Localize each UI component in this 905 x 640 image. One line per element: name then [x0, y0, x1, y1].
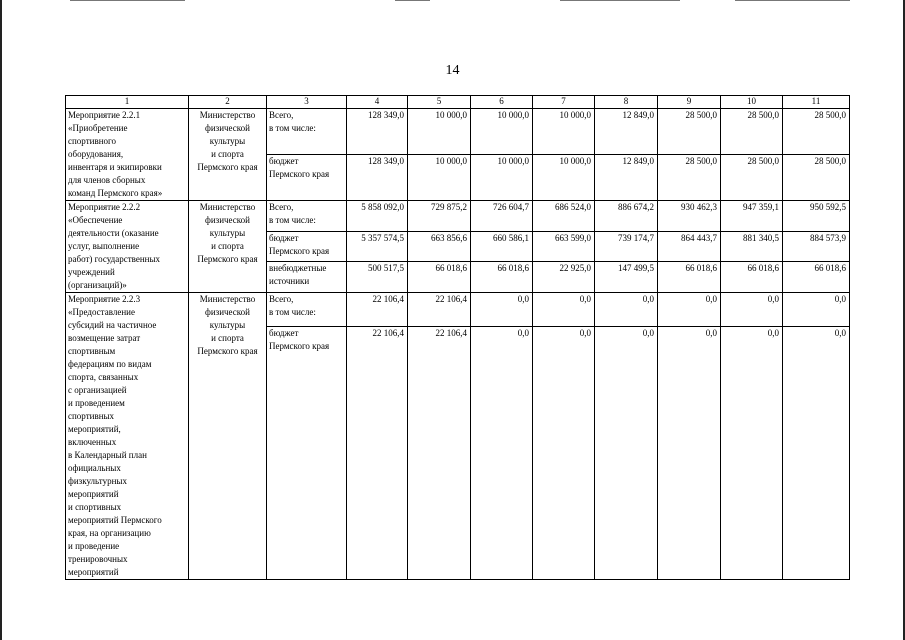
amount-cell: 66 018,6 — [721, 262, 783, 293]
funding-source-line: в том числе: — [269, 307, 316, 317]
measure-name-line: оборудования, — [68, 149, 124, 159]
measure-name-line: с организацией — [68, 385, 127, 395]
header-cell: 8 — [595, 96, 658, 109]
funding-source-line: Пермского края — [269, 245, 330, 256]
amount-cell: 12 849,0 — [595, 155, 658, 201]
measure-name-line: в Календарный план — [68, 450, 147, 460]
executor-cell — [189, 293, 267, 580]
amount-cell: 726 604,7 — [471, 201, 533, 232]
amount-cell: 28 500,0 — [721, 109, 783, 155]
funding-source-line: источники — [269, 276, 310, 287]
amount-cell: 0,0 — [721, 293, 783, 327]
amount-cell: 0,0 — [658, 327, 721, 580]
amount-cell: 28 500,0 — [658, 155, 721, 201]
measure-name-cell — [66, 201, 189, 293]
header-cell: 3 — [267, 96, 347, 109]
amount-cell: 28 500,0 — [783, 109, 850, 155]
funding-source-line: Пермского края — [269, 341, 330, 351]
header-cell: 2 — [189, 96, 267, 109]
measure-name-line: команд Пермского края» — [68, 188, 163, 198]
header-row — [66, 96, 850, 109]
table-row — [66, 293, 850, 327]
measure-name-line: учреждений — [68, 267, 115, 277]
table-row — [66, 109, 850, 155]
measure-name-line: инвентаря и экипировки — [68, 162, 162, 172]
amount-cell: 950 592,5 — [783, 201, 850, 232]
amount-cell: 881 340,5 — [721, 231, 783, 262]
measure-name-line: Мероприятие 2.2.3 — [68, 294, 141, 304]
amount-cell: 22 925,0 — [533, 262, 595, 293]
measure-name-line: спортивным — [68, 346, 116, 356]
funding-source-cell — [267, 262, 347, 293]
measure-name-line: субсидий на частичное — [68, 320, 157, 330]
measure-name-line: возмещение затрат — [68, 333, 141, 343]
amount-cell: 10 000,0 — [471, 155, 533, 201]
measure-name-line: физкультурных — [68, 476, 127, 486]
amount-cell: 884 573,9 — [783, 231, 850, 262]
amount-cell: 10 000,0 — [471, 109, 533, 155]
scan-left-edge — [0, 0, 2, 640]
measure-name-line: спортивных — [68, 411, 115, 421]
executor-line: Министерство — [199, 202, 256, 212]
funding-source-line: в том числе: — [269, 215, 316, 225]
header-cell: 5 — [408, 96, 471, 109]
scan-top-mark — [395, 0, 430, 1]
executor-line: и спорта — [211, 241, 244, 251]
amount-cell: 10 000,0 — [408, 109, 471, 155]
header-cell: 11 — [783, 96, 850, 109]
executor-line: физической — [205, 123, 250, 133]
funding-source-cell — [267, 231, 347, 262]
amount-cell: 0,0 — [471, 327, 533, 580]
measure-name-line: (организаций)» — [68, 280, 127, 290]
funding-source-cell — [267, 201, 347, 232]
measure-name-cell — [66, 109, 189, 201]
funding-source-cell — [267, 293, 347, 327]
amount-cell: 947 359,1 — [721, 201, 783, 232]
measure-name-line: края, на организацию — [68, 528, 151, 538]
measure-name-line: мероприятий, — [68, 424, 121, 434]
measure-name-line: Мероприятие 2.2.1 — [68, 110, 141, 120]
page-number: 14 — [445, 63, 460, 78]
measure-name-line: мероприятий — [68, 567, 119, 577]
executor-cell — [189, 201, 267, 293]
measure-name-line: федерациям по видам — [68, 359, 152, 369]
measure-name-line: деятельности (оказание — [68, 228, 159, 238]
funding-source-line: Всего, — [269, 294, 294, 304]
amount-cell: 5 858 092,0 — [347, 201, 408, 232]
header-cell: 6 — [471, 96, 533, 109]
measure-name-line: мероприятий — [68, 489, 119, 499]
funding-source-cell — [267, 155, 347, 201]
executor-line: Пермского края — [197, 346, 258, 356]
amount-cell: 663 599,0 — [533, 231, 595, 262]
header-cell: 10 — [721, 96, 783, 109]
measure-name-line: «Предоставление — [68, 307, 135, 317]
executor-line: культуры — [209, 228, 246, 238]
executor-cell — [189, 109, 267, 201]
amount-cell: 0,0 — [471, 293, 533, 327]
amount-cell: 22 106,4 — [347, 293, 408, 327]
amount-cell: 886 674,2 — [595, 201, 658, 232]
executor-line: Министерство — [199, 294, 256, 304]
amount-cell: 22 106,4 — [347, 327, 408, 580]
funding-source-line: бюджет — [269, 328, 299, 338]
amount-cell: 28 500,0 — [783, 155, 850, 201]
measure-name-line: «Приобретение — [68, 123, 128, 133]
funding-source-line: Всего, — [269, 202, 294, 212]
amount-cell: 28 500,0 — [721, 155, 783, 201]
scan-top-mark — [735, 0, 850, 1]
measure-name-line: и спортивных — [68, 502, 122, 512]
measure-name-line: мероприятий Пермского — [68, 515, 162, 525]
amount-cell: 147 499,5 — [595, 262, 658, 293]
amount-cell: 66 018,6 — [658, 262, 721, 293]
funding-source-cell — [267, 109, 347, 155]
amount-cell: 0,0 — [533, 293, 595, 327]
funding-source-line: Всего, — [269, 110, 294, 120]
amount-cell: 12 849,0 — [595, 109, 658, 155]
amount-cell: 500 517,5 — [347, 262, 408, 293]
measure-name-line: работ) государственных — [68, 254, 161, 264]
funding-source-line: в том числе: — [269, 123, 316, 133]
amount-cell: 739 174,7 — [595, 231, 658, 262]
amount-cell: 729 875,2 — [408, 201, 471, 232]
amount-cell: 663 856,6 — [408, 231, 471, 262]
scan-top-mark — [560, 0, 680, 1]
amount-cell: 28 500,0 — [658, 109, 721, 155]
measure-name-cell — [66, 293, 189, 580]
header-cell: 1 — [66, 96, 189, 109]
executor-line: и спорта — [211, 333, 244, 343]
measure-name-line: и проведение — [68, 541, 120, 551]
header-cell: 9 — [658, 96, 721, 109]
amount-cell: 0,0 — [721, 327, 783, 580]
executor-line: Пермского края — [197, 162, 258, 172]
program-table — [65, 95, 850, 580]
executor-line: физической — [205, 307, 250, 317]
amount-cell: 930 462,3 — [658, 201, 721, 232]
measure-name-line: услуг, выполнение — [68, 241, 140, 251]
measure-name-line: спорта, связанных — [68, 372, 139, 382]
table-row — [66, 201, 850, 232]
measure-name-line: Мероприятие 2.2.2 — [68, 202, 141, 212]
amount-cell: 0,0 — [533, 327, 595, 580]
executor-line: культуры — [209, 136, 246, 146]
amount-cell: 0,0 — [595, 293, 658, 327]
scan-top-mark — [70, 0, 185, 1]
amount-cell: 22 106,4 — [408, 327, 471, 580]
funding-source-line: Пермского края — [269, 169, 330, 179]
amount-cell: 128 349,0 — [347, 109, 408, 155]
executor-line: и спорта — [211, 149, 244, 159]
amount-cell: 22 106,4 — [408, 293, 471, 327]
amount-cell: 864 443,7 — [658, 231, 721, 262]
measure-name-line: включенных — [68, 437, 117, 447]
measure-name-line: и проведением — [68, 398, 125, 408]
amount-cell: 0,0 — [783, 327, 850, 580]
amount-cell: 66 018,6 — [783, 262, 850, 293]
measure-name-line: тренировочных — [68, 554, 128, 564]
amount-cell: 660 586,1 — [471, 231, 533, 262]
amount-cell: 10 000,0 — [408, 155, 471, 201]
amount-cell: 0,0 — [783, 293, 850, 327]
amount-cell: 0,0 — [658, 293, 721, 327]
amount-cell: 66 018,6 — [471, 262, 533, 293]
funding-source-cell — [267, 327, 347, 580]
funding-source-line: внебюджетные — [269, 263, 327, 274]
header-cell: 7 — [533, 96, 595, 109]
table-body — [66, 96, 850, 580]
funding-source-line: бюджет — [269, 232, 299, 243]
funding-source-line: бюджет — [269, 156, 299, 166]
amount-cell: 10 000,0 — [533, 155, 595, 201]
amount-cell: 0,0 — [595, 327, 658, 580]
executor-line: культуры — [209, 320, 246, 330]
measure-name-line: для членов сборных — [68, 175, 146, 185]
measure-name-line: спортивного — [68, 136, 116, 146]
amount-cell: 66 018,6 — [408, 262, 471, 293]
amount-cell: 10 000,0 — [533, 109, 595, 155]
amount-cell: 5 357 574,5 — [347, 231, 408, 262]
measure-name-line: официальных — [68, 463, 121, 473]
executor-line: Пермского края — [197, 254, 258, 264]
amount-cell: 686 524,0 — [533, 201, 595, 232]
executor-line: физической — [205, 215, 250, 225]
header-cell: 4 — [347, 96, 408, 109]
executor-line: Министерство — [199, 110, 256, 120]
amount-cell: 128 349,0 — [347, 155, 408, 201]
measure-name-line: «Обеспечение — [68, 215, 123, 225]
